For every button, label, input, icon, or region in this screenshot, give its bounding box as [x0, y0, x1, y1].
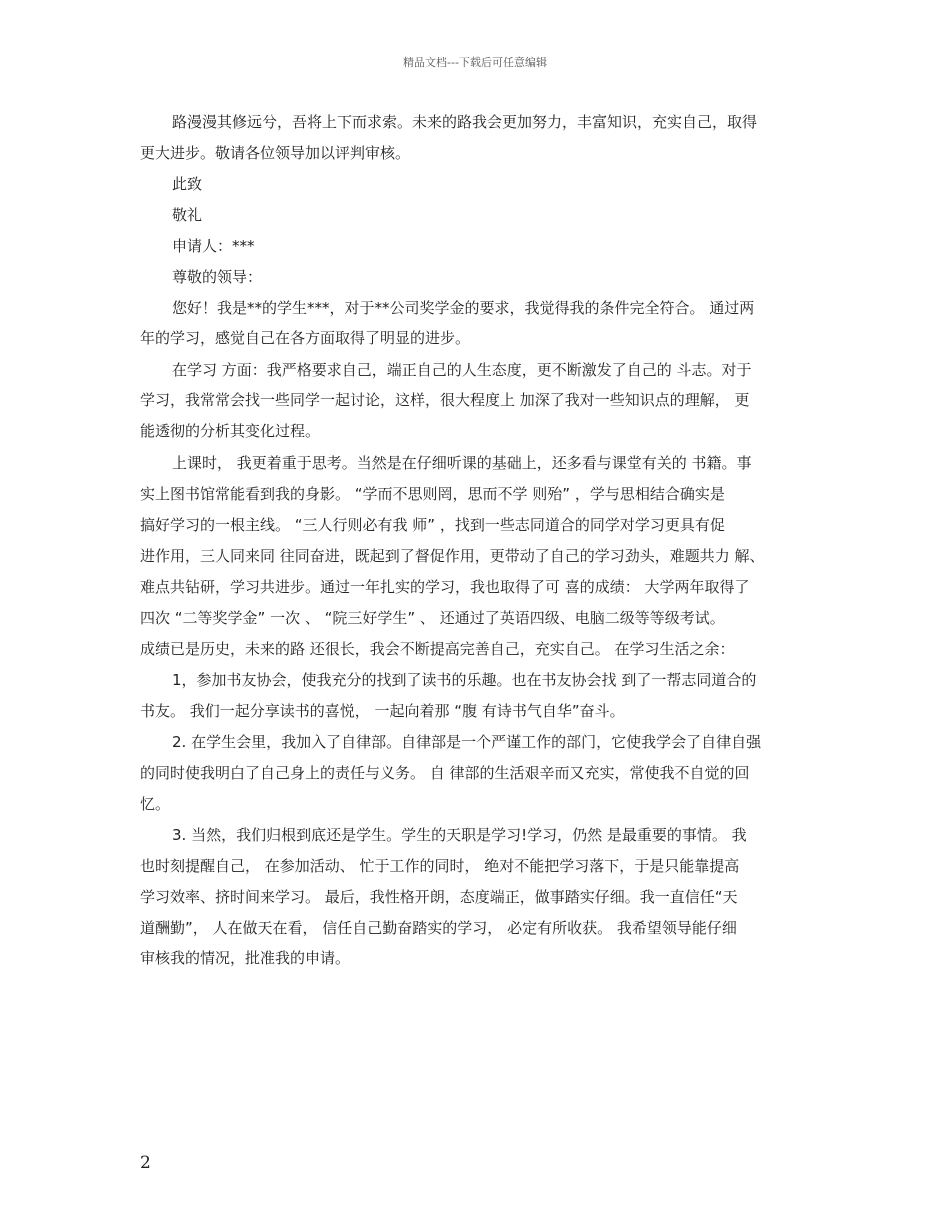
text-line: 您好！我是**的学生***，对于**公司奖学金的要求，我觉得我的条件完全符合。 通过两 — [172, 299, 755, 317]
text-line: 进作用，三人同来同 往同奋进，既起到了督促作用，更带动了自己的学习劲头，难题共力 解、 — [140, 547, 765, 565]
text-line: 此致 — [172, 175, 203, 193]
text-line: 审核我的情况，批准我的申请。 — [140, 949, 351, 967]
text-line: 路漫漫其修远兮，吾将上下而求索。未来的路我会更加努力，丰富知识，充实自己，取得 — [172, 113, 758, 131]
text-line: 学习，我常常会找一些同学一起讨论，这样，很大程度上 加深了我对一些知识点的理解， 更 — [140, 391, 750, 409]
text-line: 书友。 我们一起分享读书的喜悦， 一起向着那 “腹 有诗书气自华”奋斗。 — [140, 702, 625, 720]
text-line: 上课时， 我更着重于思考。当然是在仔细听课的基础上，还多看与课堂有关的 书籍。事 — [172, 454, 752, 472]
text-line: 在学习 方面：我严格要求自己，端正自己的人生态度，更不断激发了自己的 斗志。对于 — [172, 361, 752, 379]
text-line: 的同时使我明白了自己身上的责任与义务。 自 律部的生活艰辛而又充实，常使我不自觉的回 — [140, 764, 750, 782]
text-line: 敬礼 — [172, 206, 203, 224]
text-line: 难点共钻研，学习共进步。通过一年扎实的学习，我也取得了可 喜的成绩： 大学两年取得了 — [140, 578, 750, 596]
page-number: 2 — [140, 1153, 151, 1173]
text-line: 能透彻的分析其变化过程。 — [140, 422, 321, 440]
text-line: 成绩已是历史，未来的路 还很长，我会不断提高完善自己，充实自己。 在学习生活之余： — [140, 640, 735, 658]
text-line: 搞好学习的一根主线。 “三人行则必有我 师” ，找到一些志同道合的同学对学习更具有促 — [140, 516, 725, 534]
text-line: 学习效率、挤时间来学习。 最后，我性格开朗，态度端正，做事踏实仔细。我一直信任“天 — [140, 888, 738, 906]
text-line: 四次 “二等奖学金” 一次 、 “院三好学生” 、 还通过了英语四级、电脑二级等等级考试。 — [140, 609, 725, 627]
text-line: 申请人：*** — [172, 237, 255, 255]
text-line: 年的学习，感觉自己在各方面取得了明显的进步。 — [140, 329, 471, 347]
text-line: 更大进步。敬请各位领导加以评判审核。 — [140, 144, 411, 162]
text-line: 尊敬的领导： — [172, 268, 263, 286]
text-line: 1，参加书友协会，使我充分的找到了读书的乐趣。也在书友协会找 到了一帮志同道合的 — [172, 671, 757, 689]
text-line: 忆。 — [140, 795, 171, 813]
page-header: 精品文档---下载后可任意编辑 — [403, 56, 547, 69]
text-line: 也时刻提醒自己， 在参加活动、 忙于工作的同时， 绝对不能把学习落下，于是只能靠提高 — [140, 857, 740, 875]
text-line: 实上图书馆常能看到我的身影。 “学而不思则罔，思而不学 则殆” ，学与思相结合确实是 — [140, 485, 725, 503]
text-line: 2. 在学生会里，我加入了自律部。自律部是一个严谨工作的部门，它使我学会了自律自强 — [172, 733, 762, 751]
text-line: 3. 当然，我们归根到底还是学生。学生的天职是学习!学习，仍然 是最重要的事情。 我 — [172, 826, 747, 844]
text-line: 道酬勤”， 人在做天在看， 信任自己勤奋踏实的学习， 必定有所收获。 我希望领导能仔细 — [140, 919, 737, 937]
